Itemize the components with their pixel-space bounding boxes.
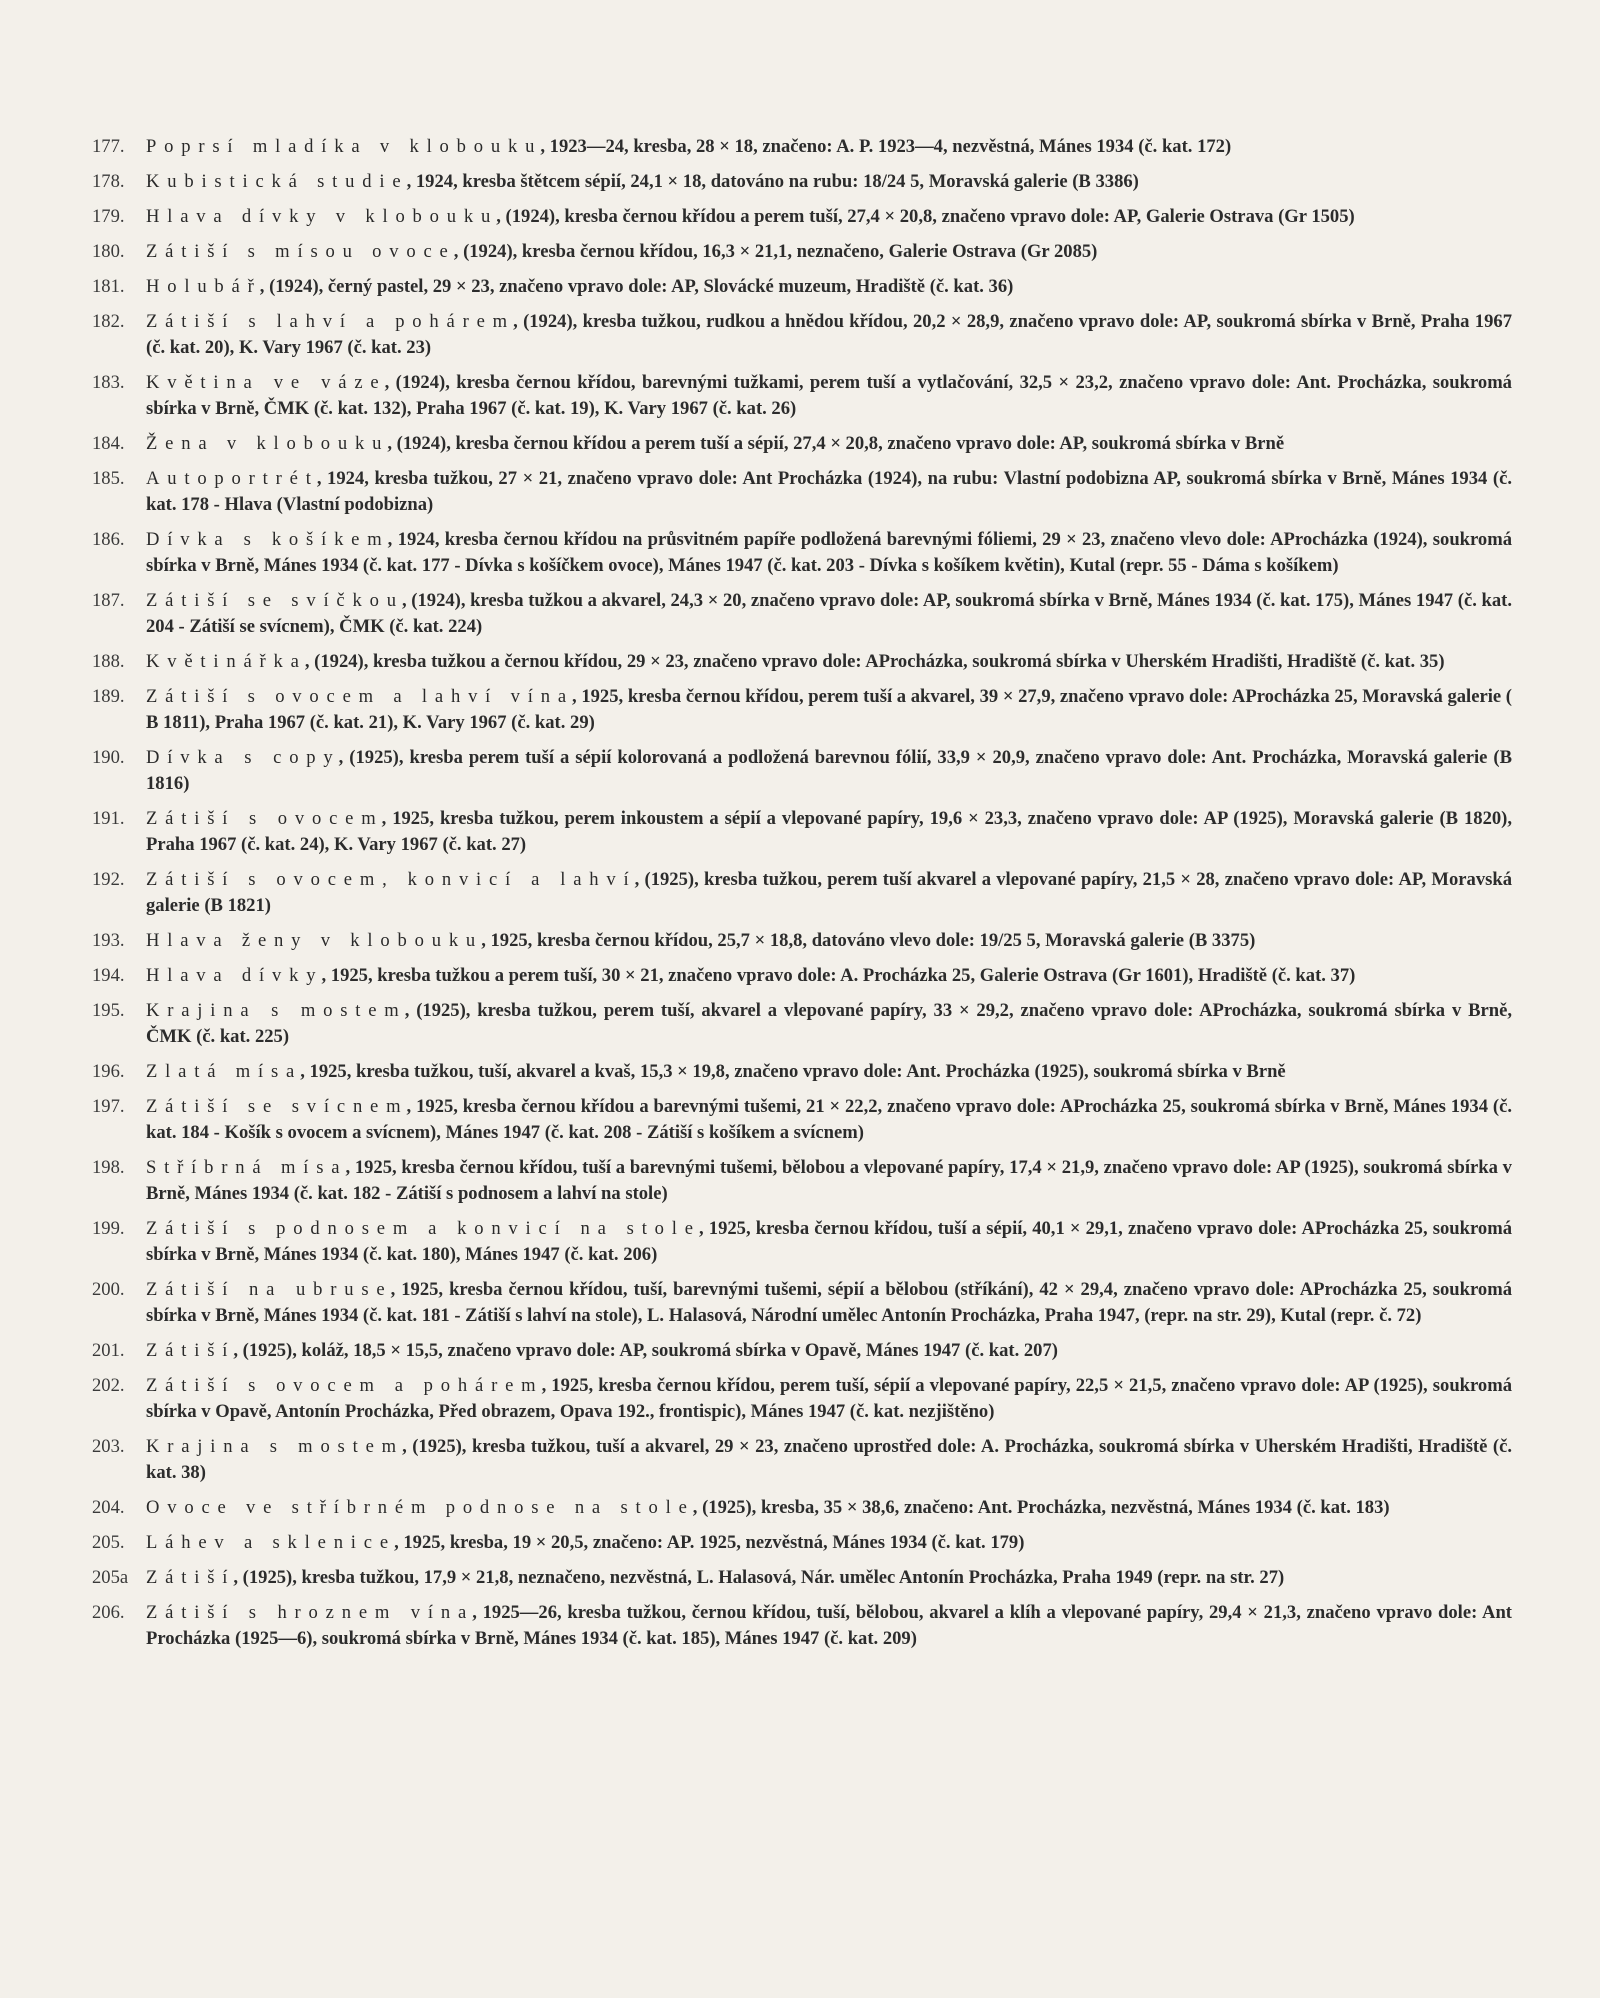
entry-number: 177. <box>92 136 125 157</box>
entry-description: , 1925, kresba černou křídou, tuší a sépií, 40,1 × 29,1, značeno vpravo dole: AProcházka 25, soukromá sbírka v Brně, Mánes 1934 (č. kat. 180), Mánes 1947 (č. kat. 206) <box>146 1218 1512 1265</box>
catalog-entry <box>92 527 1512 579</box>
entry-number: 201. <box>92 1340 125 1361</box>
catalog-entry <box>92 867 1512 919</box>
entry-number: 189. <box>92 686 125 707</box>
entry-title: Zátiší se svícnem <box>146 1096 409 1117</box>
entry-body <box>146 1600 1512 1652</box>
entry-title: Zátiší s podnosem a konvicí na stole <box>146 1218 701 1239</box>
entry-description: , 1924, kresba štětcem sépií, 24,1 × 18, datováno na rubu: 18/24 5, Moravská galerie (B 3386) <box>406 171 1139 192</box>
entry-number: 204. <box>92 1497 125 1518</box>
entry-title: Stříbrná mísa <box>146 1157 348 1178</box>
entry-description: , 1925, kresba, 19 × 20,5, značeno: AP. 1925, nezvěstná, Mánes 1934 (č. kat. 179) <box>394 1532 1025 1553</box>
entry-number: 186. <box>92 529 125 550</box>
catalog-entry <box>92 806 1512 858</box>
catalog-entry <box>92 588 1512 640</box>
entry-body <box>146 274 1512 300</box>
entry-title: Zátiší s ovocem a lahví vína <box>146 686 574 707</box>
catalog-entry <box>92 274 1512 300</box>
entry-title: Zlatá mísa <box>146 1061 303 1082</box>
entry-number: 200. <box>92 1279 125 1300</box>
entry-body <box>146 527 1512 579</box>
entry-body <box>146 867 1512 919</box>
catalog-entry <box>92 370 1512 422</box>
entry-title: Hlava ženy v klobouku <box>146 930 484 951</box>
entry-title: Zátiší s ovocem, konvicí a lahví <box>146 869 637 890</box>
entry-description: , (1924), kresba černou křídou a perem tuší a sépií, 27,4 × 20,8, značeno vpravo dole: AP, soukromá sbírka v Brně <box>387 433 1285 454</box>
entry-description: , 1925, kresba černou křídou, tuší, barevnými tušemi, sépií a bělobou (stříkání), 42 × 29,4, značeno vpravo dole: AProcházka 25, soukromá sbírka v Brně, Mánes 1934 (č. kat. 181 - Zátiší s lahví na stole), L. Halasová, Národní umělec Antonín Procházka, Praha 1947, (repr. na str. 29), Kutal (repr. č. 72) <box>146 1279 1512 1326</box>
entry-body <box>146 1094 1512 1146</box>
entry-number: 187. <box>92 590 125 611</box>
entry-body <box>146 1338 1512 1364</box>
catalog-entry <box>92 239 1512 265</box>
catalog-entry <box>92 431 1512 457</box>
catalog-entry <box>92 998 1512 1050</box>
entry-body <box>146 998 1512 1050</box>
entry-description: , 1925, kresba černou křídou, tuší a barevnými tušemi, bělobou a vlepované papíry, 17,4 × 21,9, značeno vpravo dole: AP (1925), soukromá sbírka v Brně, Mánes 1934 (č. kat. 182 - Zátiší s podnosem a lahví na stole) <box>146 1157 1512 1204</box>
entry-title: Hlava dívky v klobouku <box>146 206 499 227</box>
entry-number: 181. <box>92 276 125 297</box>
entry-body <box>146 1059 1512 1085</box>
entry-body <box>146 928 1512 954</box>
entry-body <box>146 806 1512 858</box>
entry-description: , 1925, kresba tužkou a perem tuší, 30 × 21, značeno vpravo dole: A. Procházka 25, Galerie Ostrava (Gr 1601), Hradiště (č. kat. 37) <box>321 965 1356 986</box>
entry-body <box>146 1495 1512 1521</box>
entry-description: , (1925), kresba tužkou, perem tuší akvarel a vlepované papíry, 21,5 × 28, značeno vpravo dole: AP, Moravská galerie (B 1821) <box>146 869 1512 916</box>
entry-description: , (1925), kresba perem tuší a sépií kolorovaná a podložená barevnou fólií, 33,9 × 20,9, značeno vpravo dole: Ant. Procházka, Moravská galerie (B 1816) <box>146 747 1512 794</box>
catalog-entry <box>92 309 1512 361</box>
catalog-entry <box>92 745 1512 797</box>
entry-body <box>146 134 1512 160</box>
entry-title: Zátiší <box>146 1340 236 1361</box>
entry-number: 179. <box>92 206 125 227</box>
entry-title: Poprsí mladíka v klobouku <box>146 136 543 157</box>
entry-title: Krajina s mostem <box>146 1000 407 1021</box>
entry-body <box>146 466 1512 518</box>
catalog-entry <box>92 1216 1512 1268</box>
entry-title: Zátiší <box>146 1567 236 1588</box>
entry-number: 192. <box>92 869 125 890</box>
entry-title: Krajina s mostem <box>146 1436 404 1457</box>
entry-number: 193. <box>92 930 125 951</box>
entry-number: 195. <box>92 1000 125 1021</box>
entry-title: Autoportrét <box>146 468 319 489</box>
entry-description: , (1924), kresba tužkou a akvarel, 24,3 × 20, značeno vpravo dole: AP, soukromá sbírka v Brně, Mánes 1934 (č. kat. 175), Mánes 1947 (č. kat. 204 - Zátiší se svícnem), ČMK (č. kat. 224) <box>146 590 1512 637</box>
entry-title: Květina ve váze <box>146 372 387 393</box>
catalog-entry <box>92 1094 1512 1146</box>
entry-description: , 1925, kresba tužkou, perem inkoustem a sépií a vlepované papíry, 19,6 × 23,3, značeno vpravo dole: AP (1925), Moravská galerie (B 1820), Praha 1967 (č. kat. 24), K. Vary 1967 (č. kat. 27) <box>146 808 1513 855</box>
catalog-entry <box>92 684 1512 736</box>
catalog-list <box>92 134 1512 1661</box>
entry-body <box>146 1565 1512 1591</box>
entry-number: 206. <box>92 1602 125 1623</box>
entry-title: Zátiší se svíčkou <box>146 590 404 611</box>
entry-number: 184. <box>92 433 125 454</box>
entry-title: Žena v klobouku <box>146 433 390 454</box>
catalog-entry <box>92 1155 1512 1207</box>
entry-number: 199. <box>92 1218 125 1239</box>
entry-body <box>146 169 1512 195</box>
entry-body <box>146 239 1512 265</box>
entry-description: , (1925), kresba, 35 × 38,6, značeno: Ant. Procházka, nezvěstná, Mánes 1934 (č. kat. 183) <box>692 1497 1390 1518</box>
entry-title: Dívka s košíkem <box>146 529 390 550</box>
entry-title: Dívka s copy <box>146 747 341 768</box>
entry-title: Zátiší s ovocem a pohárem <box>146 1375 544 1396</box>
entry-description: , (1924), kresba černou křídou, barevnými tužkami, perem tuší a vytlačování, 32,5 × 23,2, značeno vpravo dole: Ant. Procházka, soukromá sbírka v Brně, ČMK (č. kat. 132), Praha 1967 (č. kat. 19), K. Vary 1967 (č. kat. 26) <box>146 372 1512 419</box>
entry-body <box>146 649 1512 675</box>
entry-body <box>146 370 1512 422</box>
entry-number: 185. <box>92 468 125 489</box>
entry-description: , 1925, kresba černou křídou a barevnými tušemi, 21 × 22,2, značeno vpravo dole: AProcházka 25, soukromá sbírka v Brně, Mánes 1934 (č. kat. 184 - Košík s ovocem a svícnem), Mánes 1947 (č. kat. 208 - Zátiší s košíkem a svícnem) <box>146 1096 1512 1143</box>
entry-description: , 1925, kresba černou křídou, perem tuší a akvarel, 39 × 27,9, značeno vpravo dole: AProcházka 25, Moravská galerie ( B 1811), Praha 1967 (č. kat. 21), K. Vary 1967 (č. kat. 29) <box>146 686 1512 733</box>
entry-body <box>146 963 1512 989</box>
entry-description: , (1925), koláž, 18,5 × 15,5, značeno vpravo dole: AP, soukromá sbírka v Opavě, Mánes 1947 (č. kat. 207) <box>233 1340 1058 1361</box>
entry-title: Zátiší s mísou ovoce <box>146 241 456 262</box>
entry-number: 190. <box>92 747 125 768</box>
entry-body <box>146 1434 1512 1486</box>
entry-title: Hlava dívky <box>146 965 324 986</box>
catalog-entry <box>92 1565 1512 1591</box>
catalog-entry <box>92 1434 1512 1486</box>
entry-number: 188. <box>92 651 125 672</box>
entry-number: 191. <box>92 808 125 829</box>
entry-body <box>146 1373 1512 1425</box>
catalog-entry <box>92 204 1512 230</box>
entry-body <box>146 745 1512 797</box>
entry-title: Láhev a sklenice <box>146 1532 396 1553</box>
entry-description: , 1924, kresba černou křídou na průsvitném papíře podložená barevnými fóliemi, 29 × 23, značeno vlevo dole: AProcházka (1924), soukromá sbírka v Brně, Mánes 1934 (č. kat. 177 - Dívka s košíčkem ovoce), Mánes 1947 (č. kat. 203 - Dívka s košíkem květin), Kutal (repr. 55 - Dáma s košíkem) <box>146 529 1512 576</box>
entry-title: Ovoce ve stříbrném podnose na stole <box>146 1497 695 1518</box>
entry-number: 202. <box>92 1375 125 1396</box>
entry-title: Zátiší na ubruse <box>146 1279 393 1300</box>
entry-title: Zátiší s hroznem vína <box>146 1602 475 1623</box>
catalog-entry <box>92 466 1512 518</box>
catalog-entry <box>92 1495 1512 1521</box>
entry-number: 194. <box>92 965 125 986</box>
entry-number: 205. <box>92 1532 125 1553</box>
entry-number: 180. <box>92 241 125 262</box>
catalog-entry <box>92 1338 1512 1364</box>
entry-body <box>146 1530 1512 1556</box>
entry-description: , 1925—26, kresba tužkou, černou křídou, tuší, bělobou, akvarel a klíh a vlepované papíry, 29,4 × 21,3, značeno vpravo dole: Ant Procházka (1925—6), soukromá sbírka v Brně, Mánes 1934 (č. kat. 185), Mánes 1947 (č. kat. 209) <box>146 1602 1512 1649</box>
entry-description: , (1924), kresba černou křídou, 16,3 × 21,1, neznačeno, Galerie Ostrava (Gr 2085) <box>453 241 1098 262</box>
catalog-entry <box>92 1373 1512 1425</box>
entry-body <box>146 309 1512 361</box>
catalog-entry <box>92 963 1512 989</box>
entry-number: 198. <box>92 1157 125 1178</box>
entry-body <box>146 431 1512 457</box>
entry-body <box>146 684 1512 736</box>
entry-description: , 1925, kresba černou křídou, 25,7 × 18,8, datováno vlevo dole: 19/25 5, Moravská galerie (B 3375) <box>481 930 1256 951</box>
entry-description: , 1924, kresba tužkou, 27 × 21, značeno vpravo dole: Ant Procházka (1924), na rubu: Vlastní podobizna AP, soukromá sbírka v Brně, Mánes 1934 (č. kat. 178 - Hlava (Vlastní podobizna) <box>146 468 1512 515</box>
entry-body <box>146 588 1512 640</box>
entry-description: , 1925, kresba černou křídou, perem tuší, sépií a vlepované papíry, 22,5 × 21,5, značeno vpravo dole: AP (1925), soukromá sbírka v Opavě, Antonín Procházka, Před obrazem, Opava 192., frontispic), Mánes 1947 (č. kat. nezjištěno) <box>146 1375 1512 1422</box>
entry-body <box>146 1277 1512 1329</box>
catalog-entry <box>92 169 1512 195</box>
catalog-entry <box>92 1600 1512 1652</box>
entry-number: 203. <box>92 1436 125 1457</box>
catalog-entry <box>92 1059 1512 1085</box>
catalog-entry <box>92 1530 1512 1556</box>
entry-description: , (1925), kresba tužkou, 17,9 × 21,8, neznačeno, nezvěstná, L. Halasová, Nár. umělec Antonín Procházka, Praha 1949 (repr. na str. 27) <box>233 1567 1285 1588</box>
catalog-entry <box>92 1277 1512 1329</box>
entry-number: 178. <box>92 171 125 192</box>
entry-title: Zátiší s ovocem <box>146 808 384 829</box>
entry-title: Kubistická studie <box>146 171 409 192</box>
catalog-entry <box>92 928 1512 954</box>
entry-description: , (1924), černý pastel, 29 × 23, značeno vpravo dole: AP, Slovácké muzeum, Hradiště (č. kat. 36) <box>259 276 1014 297</box>
entry-title: Květinářka <box>146 651 307 672</box>
entry-description: , (1924), kresba tužkou a černou křídou, 29 × 23, značeno vpravo dole: AProcházka, soukromá sbírka v Uherském Hradišti, Hradiště (č. kat. 35) <box>304 651 1445 672</box>
entry-description: , (1924), kresba černou křídou a perem tuší, 27,4 × 20,8, značeno vpravo dole: AP, Galerie Ostrava (Gr 1505) <box>496 206 1355 227</box>
entry-description: , (1924), kresba tužkou, rudkou a hnědou křídou, 20,2 × 28,9, značeno vpravo dole: AP, soukromá sbírka v Brně, Praha 1967 (č. kat. 20), K. Vary 1967 (č. kat. 23) <box>146 311 1512 358</box>
entry-description: , (1925), kresba tužkou, perem tuší, akvarel a vlepované papíry, 33 × 29,2, značeno vpravo dole: AProcházka, soukromá sbírka v Brně, ČMK (č. kat. 225) <box>146 1000 1512 1047</box>
entry-body <box>146 1216 1512 1268</box>
entry-body <box>146 204 1512 230</box>
entry-title: Zátiší s lahví a pohárem <box>146 311 515 332</box>
entry-title: Holubář <box>146 276 262 297</box>
entry-number: 182. <box>92 311 125 332</box>
entry-body <box>146 1155 1512 1207</box>
entry-number: 205a <box>92 1567 129 1588</box>
catalog-entry <box>92 649 1512 675</box>
catalog-entry <box>92 134 1512 160</box>
entry-description: , 1925, kresba tužkou, tuší, akvarel a kvaš, 15,3 × 19,8, značeno vpravo dole: Ant. Procházka (1925), soukromá sbírka v Brně <box>300 1061 1286 1082</box>
entry-description: , 1923—24, kresba, 28 × 18, značeno: A. P. 1923—4, nezvěstná, Mánes 1934 (č. kat. 172) <box>540 136 1232 157</box>
entry-number: 196. <box>92 1061 125 1082</box>
entry-number: 183. <box>92 372 125 393</box>
entry-description: , (1925), kresba tužkou, tuší a akvarel, 29 × 23, značeno uprostřed dole: A. Procházka, soukromá sbírka v Uherském Hradišti, Hradiště (č. kat. 38) <box>146 1436 1512 1483</box>
entry-number: 197. <box>92 1096 125 1117</box>
